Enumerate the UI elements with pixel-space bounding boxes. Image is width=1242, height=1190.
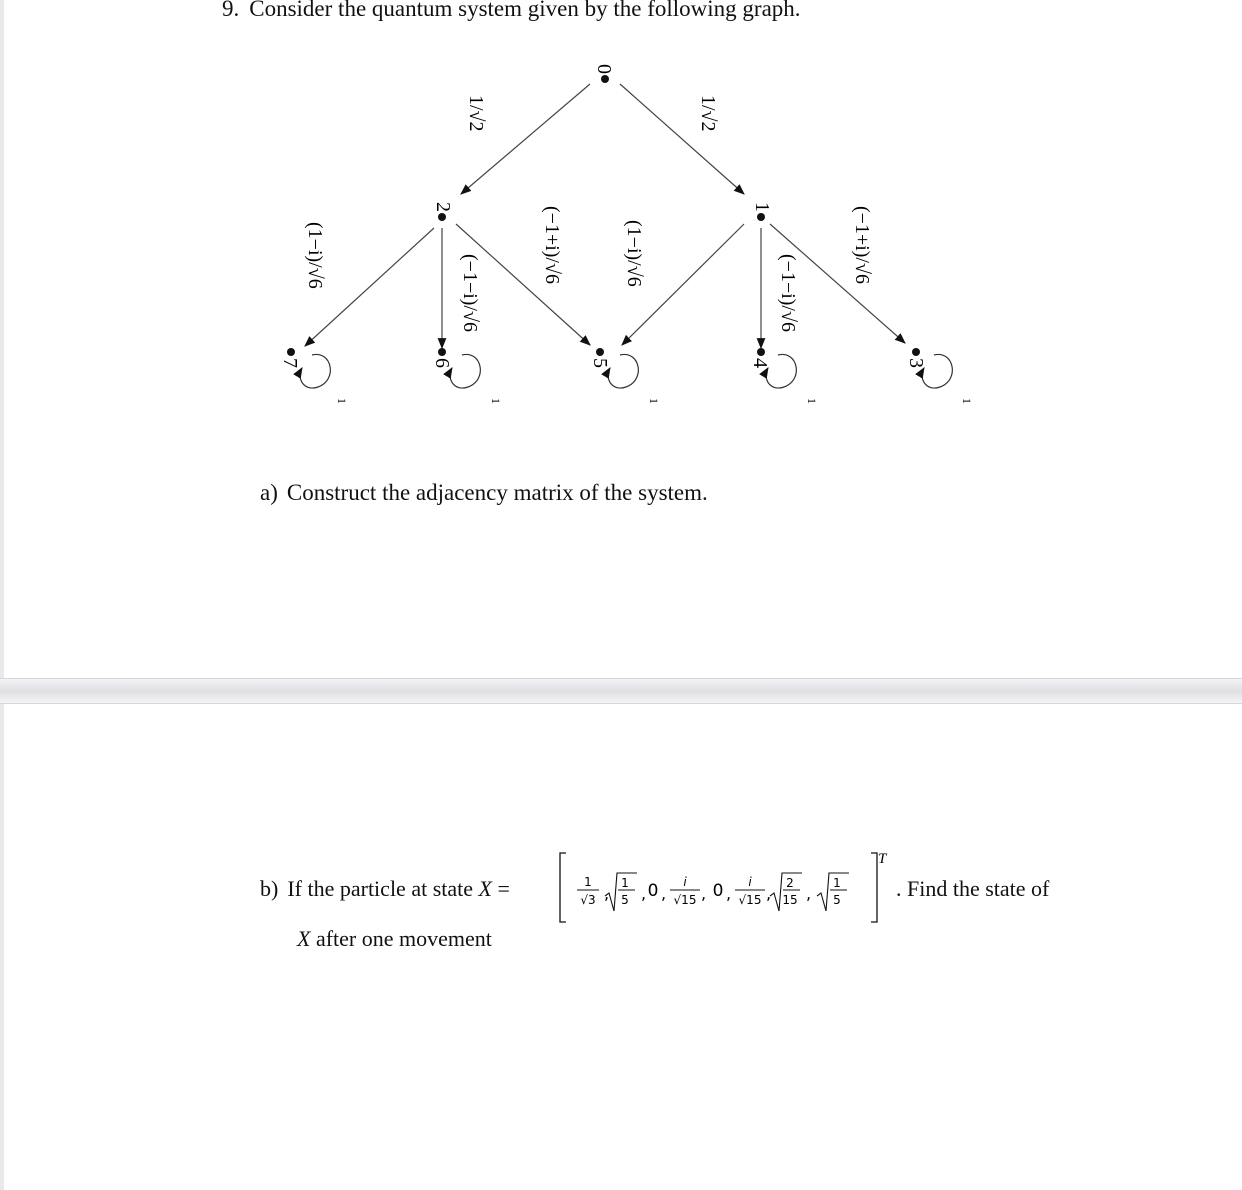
- part-a-text: Construct the adjacency matrix of the system.: [286, 480, 708, 505]
- node-7-dot: [287, 348, 295, 356]
- vector-entry-7-den: 5: [833, 893, 841, 907]
- part-b-intro: [260, 876, 510, 902]
- vector-entry-4: 0: [712, 881, 724, 901]
- node-1-label: 1: [751, 202, 773, 212]
- node-5-label: 5: [589, 358, 611, 368]
- node-5-dot: [596, 348, 604, 356]
- part-b-text: If the particle at state: [287, 876, 474, 901]
- vector-entry-0-num: 1: [584, 875, 592, 889]
- weight-1-3: (−1+i)/√6: [851, 206, 873, 284]
- vector-entry-5-comma: ,: [766, 884, 772, 903]
- part-b-tail: . Find the state of: [896, 876, 1050, 901]
- loop-weight-4: 1: [805, 398, 819, 404]
- node-0-dot: [601, 75, 609, 83]
- node-2-dot: [438, 213, 446, 221]
- vector-entry-1-den: 5: [621, 893, 629, 907]
- loop-weight-5: 1: [647, 398, 661, 404]
- right-bracket: [871, 853, 877, 922]
- part-a-label: a): [260, 480, 278, 505]
- node-7-label: 7: [279, 358, 301, 368]
- weight-0-1: 1/√2: [697, 95, 719, 132]
- vector-entries: [577, 873, 849, 911]
- vector-entry-5-den: √15: [738, 893, 762, 907]
- part-a: [260, 480, 708, 506]
- edge-0-1: [620, 84, 744, 194]
- equals-sign: =: [497, 876, 510, 901]
- vector-entry-0-comma: ,: [604, 884, 610, 903]
- node-2-label: 2: [432, 202, 454, 212]
- node-4-label: 4: [749, 358, 771, 368]
- state-variable-2: X: [297, 926, 311, 951]
- node-4-dot: [757, 348, 765, 356]
- vector-entry-6-den: 15: [782, 893, 798, 907]
- weight-1-4: (−1−i)/√6: [777, 254, 799, 332]
- page-separator: [0, 678, 1242, 704]
- transpose-mark: T: [878, 851, 887, 867]
- node-6-dot: [438, 348, 446, 356]
- vector-entry-4-comma: ,: [726, 884, 732, 903]
- weight-2-6: (−1−i)/√6: [459, 254, 481, 332]
- loop-weight-6: 1: [489, 398, 503, 404]
- part-b-continuation: [297, 926, 492, 952]
- question-number: 9.: [222, 0, 240, 21]
- self-loop-5: [608, 354, 638, 388]
- state-vector: [540, 845, 890, 930]
- node-0-label: 0: [593, 64, 615, 74]
- node-3-label: 3: [905, 358, 927, 368]
- weight-1-5: (1−i)/√6: [623, 220, 645, 287]
- vector-entry-6-num: 2: [786, 876, 794, 890]
- vector-entry-2-comma: ,: [661, 884, 667, 903]
- state-variable: X: [478, 876, 492, 901]
- vector-entry-1-num: 1: [621, 876, 629, 890]
- loop-weight-7: 1: [335, 398, 349, 404]
- node-6-label: 6: [431, 358, 453, 368]
- vector-entry-1-comma: ,: [641, 884, 647, 903]
- part-b-end: [896, 876, 1049, 902]
- vector-entry-7-num: 1: [833, 876, 841, 890]
- weight-2-7: (1−i)/√6: [304, 222, 326, 289]
- quantum-graph: [0, 0, 1242, 470]
- vector-entry-3-den: √15: [673, 893, 697, 907]
- node-3-dot: [912, 348, 920, 356]
- left-bracket: [560, 853, 566, 922]
- question-text: Consider the quantum system given by the following graph.: [249, 0, 801, 21]
- self-loop-6: [450, 354, 480, 388]
- vector-entry-3-num: i: [683, 875, 687, 889]
- node-1-dot: [757, 213, 765, 221]
- vector-entry-6-comma: ,: [806, 884, 812, 903]
- self-loop-7: [300, 354, 330, 388]
- vector-entry-0-den: √3: [580, 893, 596, 907]
- loop-weight-3: 1: [960, 398, 974, 404]
- vector-entry-5-num: i: [748, 875, 752, 889]
- part-b-label: b): [260, 876, 279, 901]
- vector-entry-2: 0: [647, 881, 659, 901]
- part-b-continuation-text: after one movement: [315, 926, 492, 951]
- weight-2-5: (−1+i)/√6: [541, 206, 563, 284]
- weight-0-2: 1/√2: [465, 95, 487, 132]
- vector-entry-3-comma: ,: [701, 884, 707, 903]
